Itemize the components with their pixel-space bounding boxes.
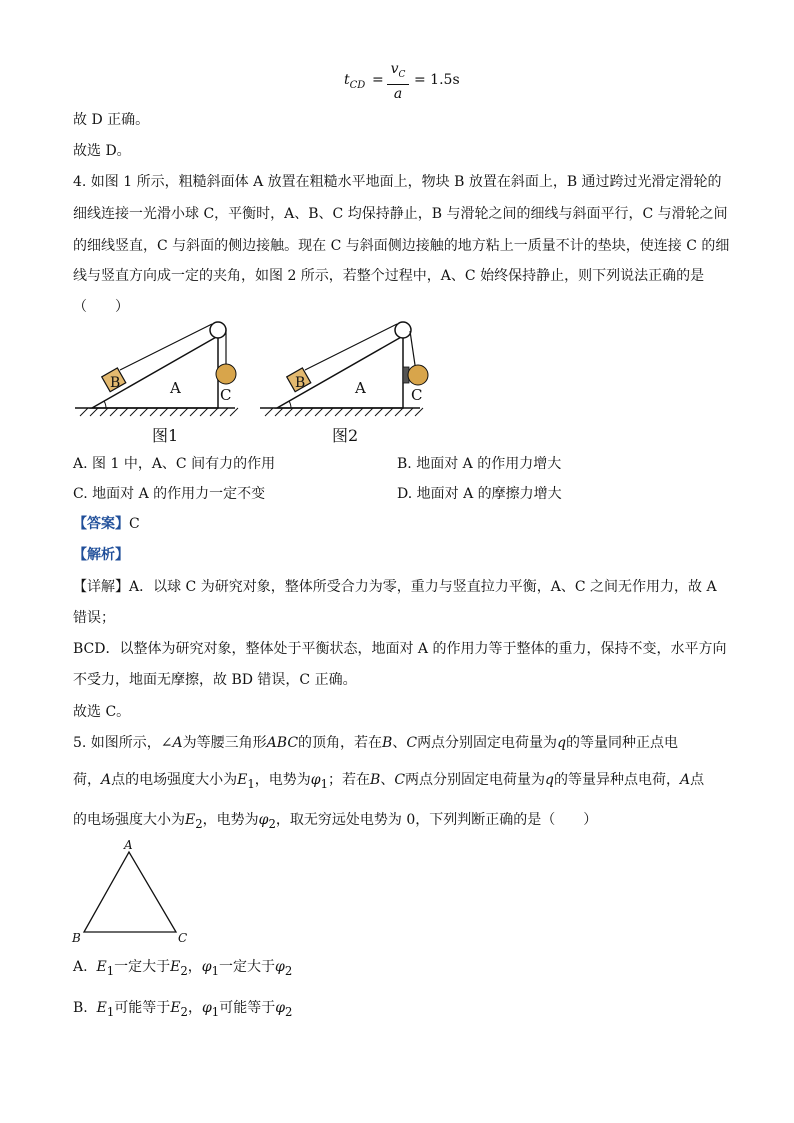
formula-lhs: $t_{CD}$: [344, 72, 366, 91]
formula-fraction: [384, 60, 412, 103]
q5-option-a: A. $E_1$一定大于$E_2$，$\varphi_1$一定大于$\varphi_2$: [73, 959, 293, 978]
q4-stem-line-1: 4. 如图 1 所示，粗糙斜面体 A 放置在粗糙水平地面上，物块 B 放置在斜面上，B 通过跨过光滑定滑轮的: [73, 174, 722, 190]
q4-detail-line-5: 故选 C。: [73, 704, 131, 720]
q4-option-a: A. 图 1 中，A、C 间有力的作用: [73, 456, 276, 472]
q4-option-d: D. 地面对 A 的摩擦力增大: [397, 486, 562, 502]
q5-option-b: B. $E_1$可能等于$E_2$，$\varphi_1$可能等于$\varphi_2$: [73, 1000, 293, 1019]
label-a-fig1: A: [170, 379, 181, 397]
q4-stem-line-4: 线与竖直方向成一定的夹角，如图 2 所示，若整个过程中，A、C 始终保持静止，则下列说法正确的是: [73, 268, 705, 284]
q4-option-c: C. 地面对 A 的作用力一定不变: [73, 486, 266, 502]
pulley-2: [395, 322, 411, 338]
figure-2: [260, 322, 428, 445]
label-a-fig2: A: [355, 379, 366, 397]
vertex-b-label: B: [72, 931, 81, 945]
figure-1: [75, 322, 238, 445]
q5-stem-line-1: 5. 如图所示，∠A为等腰三角形ABC的顶角，若在B、C两点分别固定电荷量为q的等量同种正点电: [73, 735, 679, 751]
vertex-c-label: C: [178, 931, 188, 945]
ball-c-1: [216, 364, 236, 384]
triangle-abc: [84, 852, 176, 932]
answer-tag: 【答案】: [73, 516, 129, 532]
q4-detail-line-4: 不受力，地面无摩擦，故 BD 错误，C 正确。: [73, 672, 357, 688]
q4-stem-line-2: 细线连接一光滑小球 C，平衡时，A、B、C 均保持静止，B 与滑轮之间的细线与斜面平行，C 与滑轮之间: [73, 206, 728, 222]
q5-stem-line-2: 荷，A点的电场强度大小为$E_1$，电势为$\varphi_1$；若在B、C两点分别固定电荷量为q的等量异种点电荷，A点: [73, 772, 705, 791]
formula-t-cd: [344, 60, 460, 104]
q4-detail-line-1: 【详解】A．以球 C 为研究对象，整体所受合力为零，重力与竖直拉力平衡，A、C 之间无作用力，故 A: [73, 579, 717, 595]
q4-detail-line-2: 错误；: [73, 610, 115, 626]
prev-choice: 故选 D。: [73, 143, 131, 159]
q4-detail-line-3: BCD．以整体为研究对象，整体处于平衡状态，地面对 A 的作用力等于整体的重力，保持不变，水平方向: [73, 641, 727, 657]
caption-fig2: 图2: [332, 426, 359, 445]
q5-stem-line-3: 的电场强度大小为$E_2$，电势为$\varphi_2$，取无穷远处电势为 0，下列判断正确的是（ ）: [73, 812, 598, 831]
q4-option-b: B. 地面对 A 的作用力增大: [397, 456, 562, 472]
label-c-fig1: C: [220, 386, 232, 404]
q4-analysis-tag: 【解析】: [73, 547, 129, 563]
formula-numerator: $v_C$: [390, 61, 406, 80]
ball-c-2: [408, 365, 428, 385]
pulley-1: [210, 322, 226, 338]
label-c-fig2: C: [411, 386, 423, 404]
label-b-fig2: B: [295, 375, 306, 391]
q4-answer: [73, 514, 140, 534]
q4-stem-line-3: 的细线竖直，C 与斜面的侧边接触。现在 C 与斜面侧边接触的地方粘上一质量不计的垫块，使连接 C 的细: [73, 238, 730, 254]
formula-rhs: = 1.5s: [414, 72, 460, 88]
formula-eq: =: [372, 72, 384, 88]
formula-denominator: a: [393, 85, 403, 102]
answer-value: C: [129, 516, 140, 532]
prev-conclusion: 故 D 正确。: [73, 112, 150, 128]
label-b-fig1: B: [110, 375, 121, 391]
q5-triangle-figure: [68, 838, 198, 948]
caption-fig1: 图1: [152, 426, 179, 445]
q4-figures: [70, 318, 450, 450]
q4-stem-line-5: （ ）: [73, 299, 129, 315]
vertex-a-label: A: [124, 838, 133, 852]
